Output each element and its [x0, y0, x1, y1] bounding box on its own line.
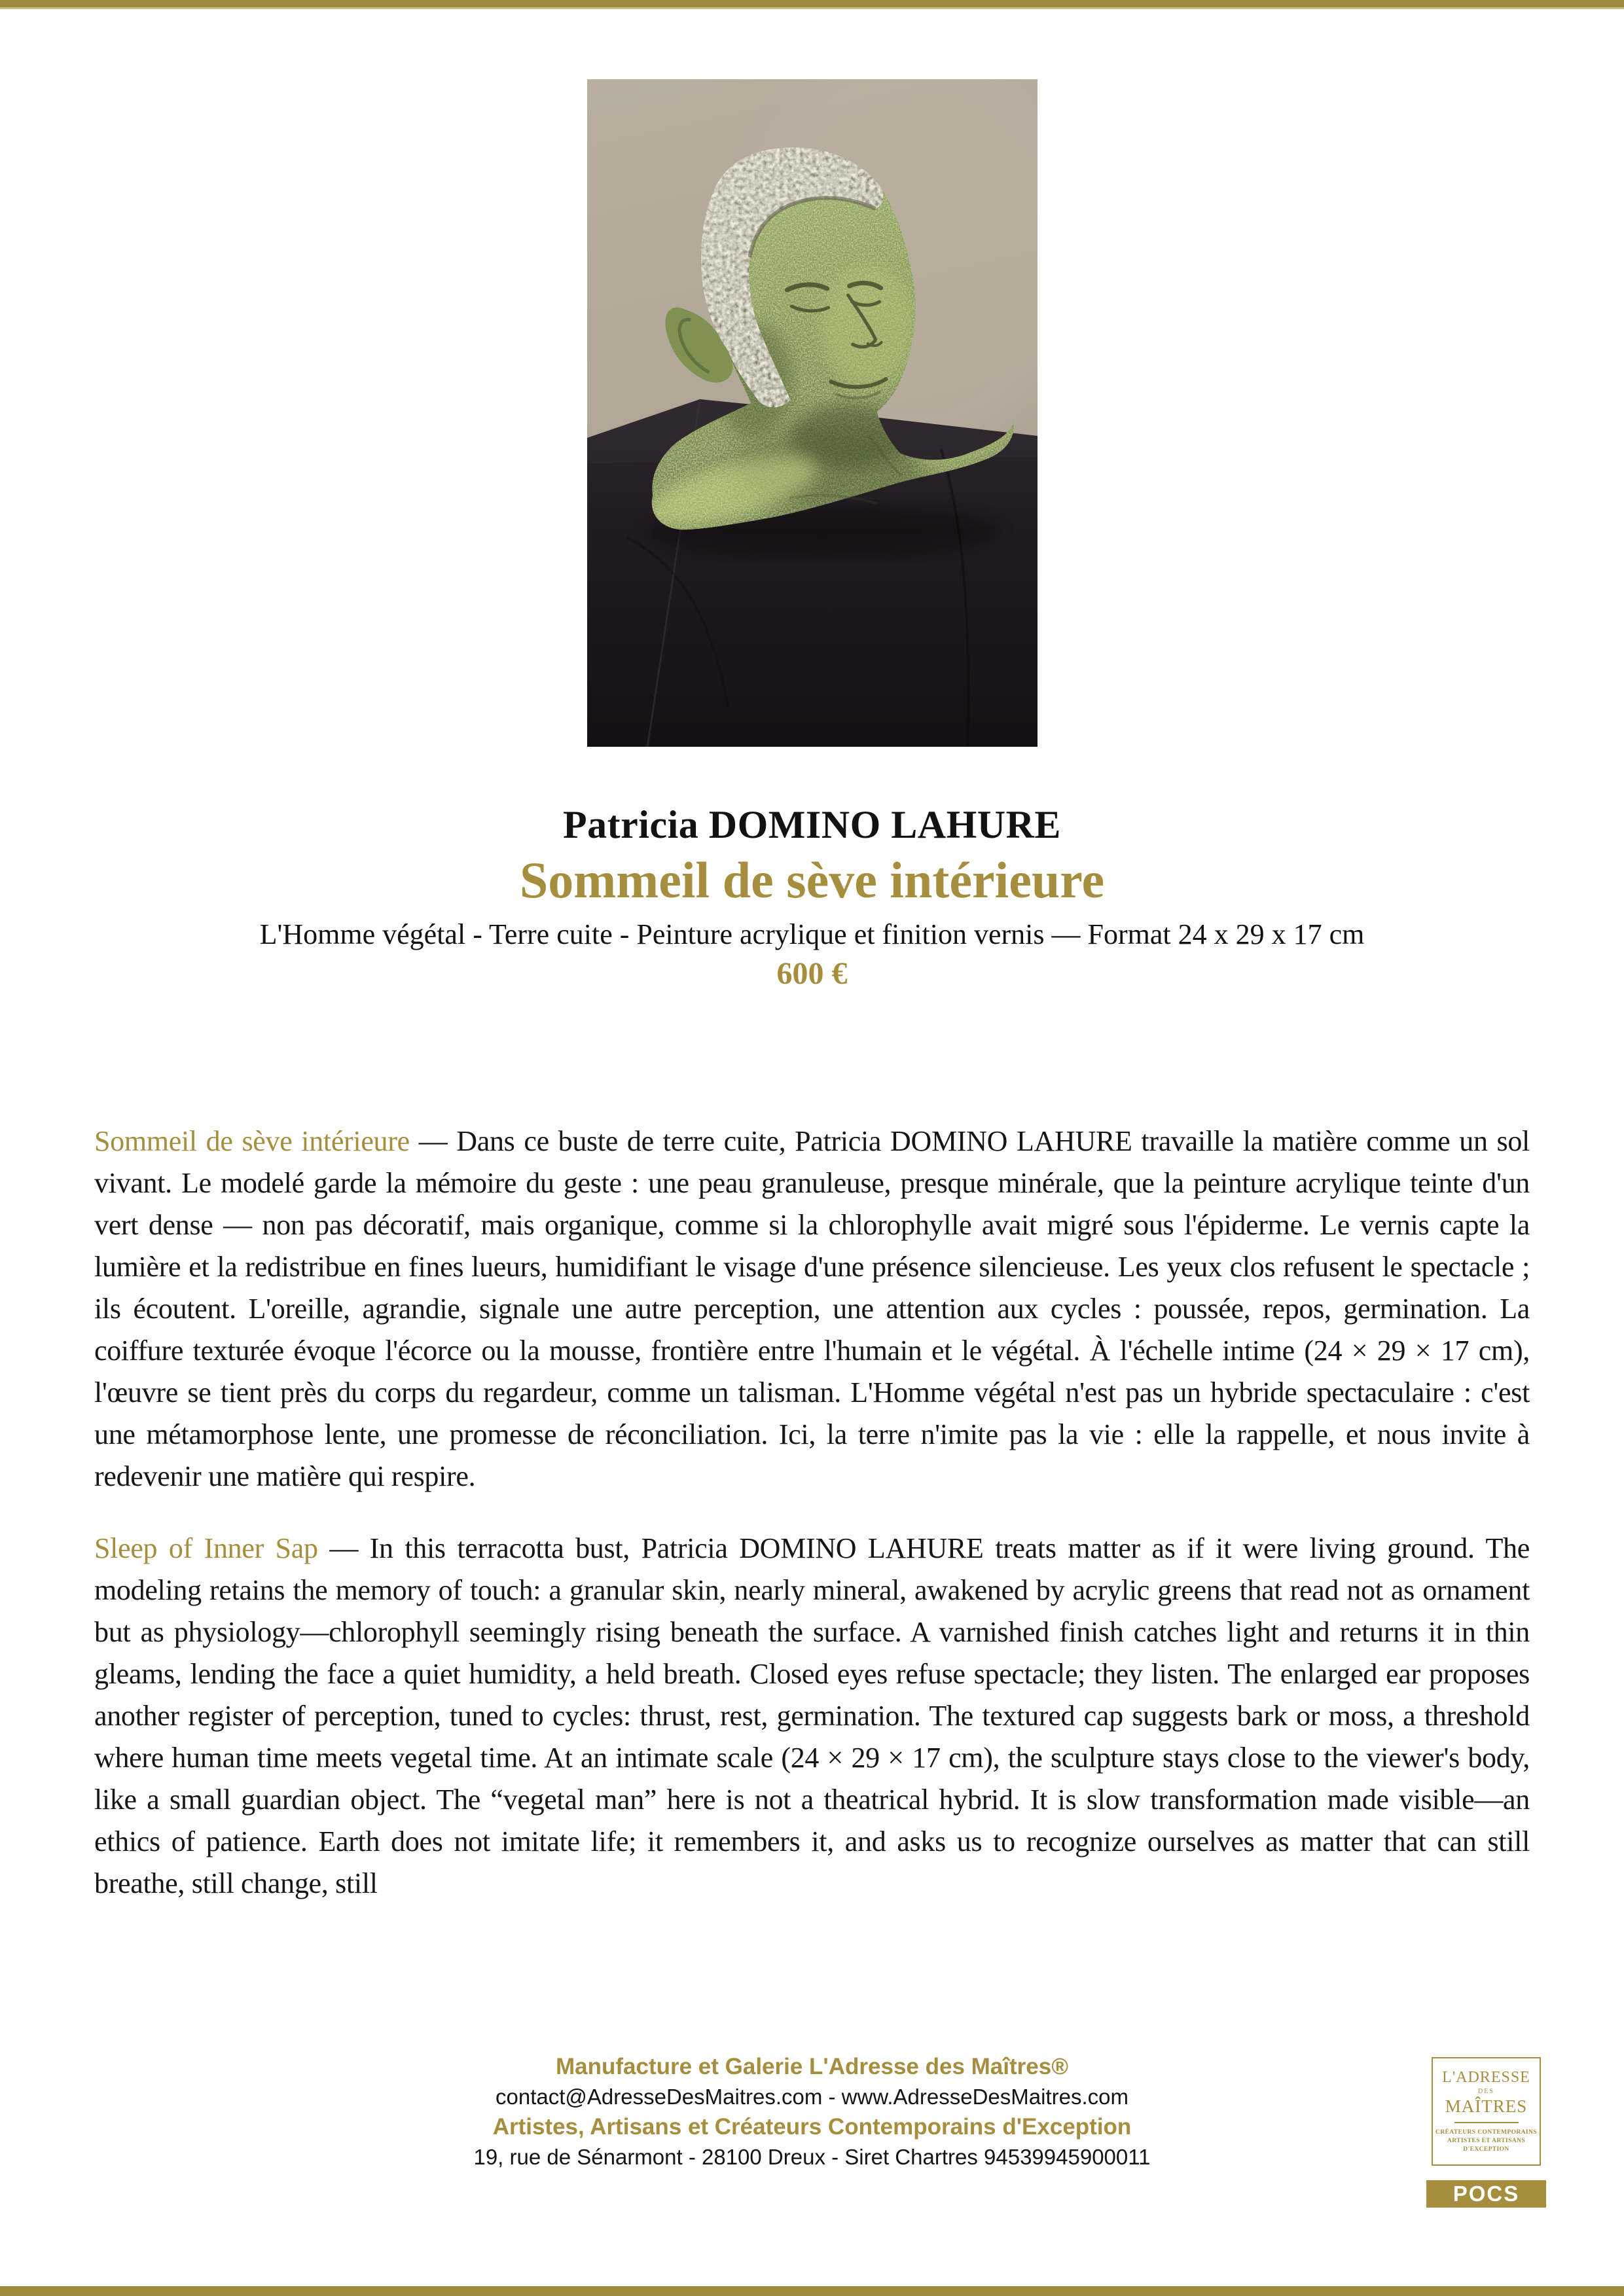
description-english [94, 1528, 1530, 1905]
bottom-gold-bar [0, 2286, 1624, 2296]
logo-line-artistes: ARTISTES ET ARTISANS [1447, 2138, 1526, 2144]
footer-contacts: contact@AdresseDesMaitres.com - www.AdresseDesMaitres.com [496, 2085, 1128, 2109]
artwork-price: 600 € [776, 956, 848, 991]
artist-name: Patricia DOMINO LAHURE [563, 803, 1061, 846]
artwork-materials: L'Homme végétal - Terre cuite - Peinture acrylique et finition vernis — Format 24 x 29 x 17 cm [259, 918, 1365, 950]
artwork-title: Sommeil de sève intérieure [519, 852, 1105, 908]
footer [0, 2051, 1624, 2172]
description-french [94, 1121, 1530, 1498]
logo-line-createurs: CRÉATEURS CONTEMPORAINS [1435, 2129, 1537, 2136]
footer-address: 19, rue de Sénarmont - 28100 Dreux - Siret Chartres 94539945900011 [473, 2145, 1151, 2169]
logo-divider [1454, 2122, 1519, 2123]
description-english-body: — In this terracotta bust, Patricia DOMINO LAHURE treats matter as if it were living ground. The modeling retains the memory of touch: a granular skin, nearly mineral, awakened by acrylic greens that read not as ornament but as physiology—chlorophyll seemingly rising beneath the surface. A varnished finish catches light and returns it in thin gleams, lending the face a quiet humidity, a held breath. Closed eyes refuse spectacle; they listen. The enlarged ear proposes another register of perception, tuned to cycles: thrust, rest, germination. The textured cap suggests bark or moss, a threshold where human time meets vegetal time. At an intimate scale (24 × 29 × 17 cm), the sculpture stays close to the viewer's body, like a small guardian object. The “vegetal man” here is not a theatrical hybrid. It is slow transformation made visible—an ethics of patience. Earth does not imitate life; it remembers it, and asks us to recognize ourselves as matter that can still breathe, still change, still [94, 1532, 1530, 1899]
footer-gallery-name: Manufacture et Galerie L'Adresse des Maîtres® [555, 2054, 1068, 2079]
pocs-badge: POCS [1426, 2180, 1546, 2208]
descriptions [94, 1121, 1530, 1905]
logo-line-exception: D'EXCEPTION [1463, 2146, 1509, 2153]
description-french-body: — Dans ce buste de terre cuite, Patricia DOMINO LAHURE travaille la matière comme un sol vivant. Le modelé garde la mémoire du geste : une peau granuleuse, presque minérale, que la peinture acrylique teinte d'un vert dense — non pas décoratif, mais organique, comme si la chlorophylle avait migré sous l'épiderme. Le vernis capte la lumière et la redistribue en fines lueurs, humidifiant le visage d'une présence silencieuse. Les yeux clos refusent le spectacle ; ils écoutent. L'oreille, agrandie, signale une autre perception, une attention aux cycles : poussée, repos, germination. La coiffure texturée évoque l'écorce ou la mousse, frontière entre l'humain et le végétal. À l'échelle intime (24 × 29 × 17 cm), l'œuvre se tient près du corps du regardeur, comme un talisman. L'Homme végétal n'est pas un hybride spectaculaire : c'est une métamorphose lente, une promesse de réconciliation. Ici, la terre n'imite pas la vie : elle la rappelle, et nous invite à redevenir une matière qui respire. [94, 1125, 1530, 1492]
sculpture-illustration [587, 79, 1038, 747]
top-gold-bar [0, 0, 1624, 9]
footer-tagline: Artistes, Artisans et Créateurs Contemporains d'Exception [492, 2114, 1132, 2140]
logo-line-maitres: MAÎTRES [1445, 2096, 1528, 2116]
artwork-photo [587, 79, 1038, 747]
description-french-lead: Sommeil de sève intérieure [94, 1125, 410, 1157]
description-english-lead: Sleep of Inner Sap [94, 1532, 318, 1564]
gallery-logo [1432, 2057, 1541, 2166]
logo-line-adresse: L'ADRESSE [1442, 2069, 1530, 2086]
logo-line-des: DES [1478, 2088, 1494, 2095]
